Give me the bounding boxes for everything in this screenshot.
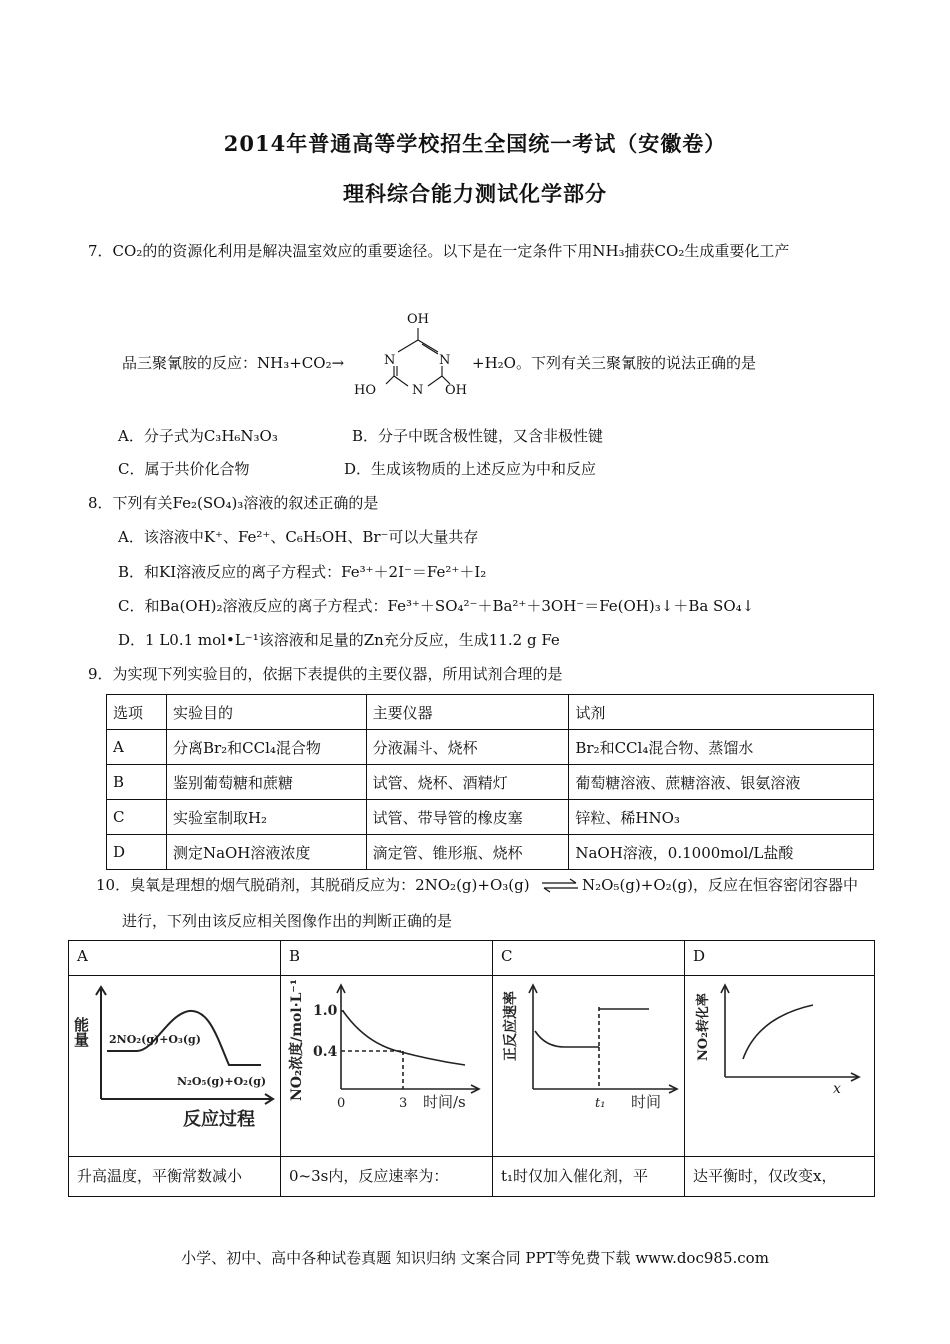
cell-desc-b: 0~3s内，反应速率为： bbox=[289, 1167, 449, 1185]
q7-stem-line2b: +H₂O。下列有关三聚氰胺的说法正确的是 bbox=[472, 354, 756, 372]
struct-n-right: N bbox=[439, 353, 451, 368]
graph-a-ylabel: 能量 bbox=[72, 1017, 90, 1047]
table-cell: 鉴别葡萄糖和蔗糖 bbox=[166, 765, 366, 800]
graph-c-xlabel: 时间 bbox=[631, 1093, 662, 1111]
table-row bbox=[107, 800, 874, 835]
q9-stem: 9．为实现下列实验目的，依据下表提供的主要仪器，所用试剂合理的是 bbox=[88, 665, 563, 683]
struct-oh-top: OH bbox=[407, 312, 429, 327]
q9-table bbox=[106, 694, 874, 870]
table-cell: 分离Br₂和CCl₄混合物 bbox=[166, 730, 366, 765]
table-cell: B bbox=[107, 765, 167, 800]
q10-stem-line1a: 10．臭氧是理想的烟气脱硝剂，其脱硝反应为：2NO₂(g)+O₃(g) bbox=[96, 876, 530, 894]
cell-label-a: A bbox=[77, 947, 88, 965]
q8-option-c: C．和Ba(OH)₂溶液反应的离子方程式：Fe³⁺＋SO₄²⁻＋Ba²⁺＋3OH⁻＝Fe(OH)₃↓＋Ba SO₄↓ bbox=[118, 597, 755, 615]
q8-option-b: B．和KI溶液反应的离子方程式：Fe³⁺＋2I⁻＝Fe²⁺＋I₂ bbox=[118, 563, 487, 581]
graph-c-xtick: t₁ bbox=[595, 1096, 606, 1111]
table-cell: 试管、带导管的橡皮塞 bbox=[366, 800, 569, 835]
cell-label-d: D bbox=[693, 947, 706, 965]
exam-title: 2014年普通高等学校招生全国统一考试（安徽卷） bbox=[223, 131, 727, 156]
graph-a-products: N₂O₅(g)+O₂(g) bbox=[177, 1075, 267, 1088]
table-cell: 实验室制取H₂ bbox=[166, 800, 366, 835]
table-cell: 滴定管、锥形瓶、烧杯 bbox=[366, 835, 569, 870]
table-cell: 葡萄糖溶液、蔗糖溶液、银氨溶液 bbox=[569, 765, 874, 800]
cell-label-c: C bbox=[501, 947, 513, 965]
graph-a-reactants: 2NO₂(g)+O₃(g) bbox=[109, 1033, 201, 1046]
cell-desc-d: 达平衡时，仅改变x， bbox=[693, 1167, 837, 1185]
struct-n-bottom: N bbox=[412, 383, 424, 398]
q10-graph-table bbox=[68, 940, 875, 1197]
graph-c-ylabel: 正反应速率 bbox=[503, 991, 519, 1061]
q8-option-a: A．该溶液中K⁺、Fe²⁺、C₆H₅OH、Br⁻可以大量共存 bbox=[118, 528, 479, 546]
graph-c-rate bbox=[499, 981, 679, 1151]
page-footer: 小学、初中、高中各种试卷真题 知识归纳 文案合同 PPT等免费下载 www.doc985.com bbox=[181, 1249, 769, 1267]
struct-oh-right: OH bbox=[445, 383, 467, 398]
table-cell: 锌粒、稀HNO₃ bbox=[569, 800, 874, 835]
cell-label-b: B bbox=[289, 947, 301, 965]
q10-stem-line2: 进行，下列由该反应相关图像作出的判断正确的是 bbox=[122, 912, 453, 930]
graph-b-xtick: 3 bbox=[399, 1096, 408, 1111]
q7-option-a: A．分子式为C₃H₆N₃O₃ bbox=[118, 427, 278, 445]
graph-a-xlabel: 反应过程 bbox=[183, 1109, 255, 1130]
graph-b-ytick: 1.0 bbox=[313, 1003, 338, 1019]
table-header: 主要仪器 bbox=[366, 695, 569, 730]
table-cell: 测定NaOH溶液浓度 bbox=[166, 835, 366, 870]
cell-desc-a: 升高温度，平衡常数减小 bbox=[77, 1167, 243, 1185]
q7-stem-line1: 7．CO₂的的资源化利用是解决温室效应的重要途径。以下是在一定条件下用NH₃捕获CO₂生成重要化工产 bbox=[88, 242, 790, 260]
graph-b-xlabel: 时间/s bbox=[423, 1093, 466, 1111]
table-header: 试剂 bbox=[569, 695, 874, 730]
q7-stem-line2a: 品三聚氰胺的反应：NH₃+CO₂→ bbox=[122, 354, 345, 372]
table-row bbox=[107, 730, 874, 765]
table-cell: D bbox=[107, 835, 167, 870]
graph-b-ylabel: NO₂浓度/mol·L⁻¹ bbox=[289, 979, 305, 1101]
table-cell: Br₂和CCl₄混合物、蒸馏水 bbox=[569, 730, 874, 765]
q10-stem-line1b: N₂O₅(g)+O₂(g)，反应在恒容密闭容器中 bbox=[582, 876, 858, 894]
table-row bbox=[107, 765, 874, 800]
table-header: 实验目的 bbox=[166, 695, 366, 730]
table-header: 选项 bbox=[107, 695, 167, 730]
table-cell: C bbox=[107, 800, 167, 835]
struct-n-left: N bbox=[384, 353, 396, 368]
q7-option-b: B．分子中既含极性键，又含非极性键 bbox=[352, 427, 604, 445]
graph-b-ytick: 0.4 bbox=[313, 1044, 338, 1060]
graph-d-xlabel: x bbox=[833, 1081, 841, 1097]
table-cell: 试管、烧杯、酒精灯 bbox=[366, 765, 569, 800]
cell-desc-c: t₁时仅加入催化剂，平 bbox=[501, 1167, 649, 1185]
cyanuric-acid-structure bbox=[346, 306, 472, 402]
q7-option-d: D．生成该物质的上述反应为中和反应 bbox=[344, 460, 597, 478]
table-cell: NaOH溶液，0.1000mol/L盐酸 bbox=[569, 835, 874, 870]
table-header-row bbox=[107, 695, 874, 730]
q8-stem: 8．下列有关Fe₂(SO₄)₃溶液的叙述正确的是 bbox=[88, 494, 379, 512]
graph-a-energy-profile bbox=[72, 981, 275, 1151]
graph-b-xtick: 0 bbox=[337, 1096, 346, 1111]
graph-d-conversion bbox=[689, 981, 869, 1151]
equilibrium-arrow-icon bbox=[540, 878, 580, 894]
q7-option-c: C．属于共价化合物 bbox=[118, 460, 250, 478]
table-cell: A bbox=[107, 730, 167, 765]
graph-d-ylabel: NO₂转化率 bbox=[696, 993, 711, 1061]
q8-option-d: D．1 L0.1 mol•L⁻¹该溶液和足量的Zn充分反应，生成11.2 g Fe bbox=[118, 631, 560, 649]
table-cell: 分液漏斗、烧杯 bbox=[366, 730, 569, 765]
exam-subtitle: 理科综合能力测试化学部分 bbox=[343, 181, 607, 206]
table-row bbox=[107, 835, 874, 870]
struct-ho-left: HO bbox=[354, 383, 376, 398]
graph-b-concentration bbox=[287, 981, 487, 1151]
